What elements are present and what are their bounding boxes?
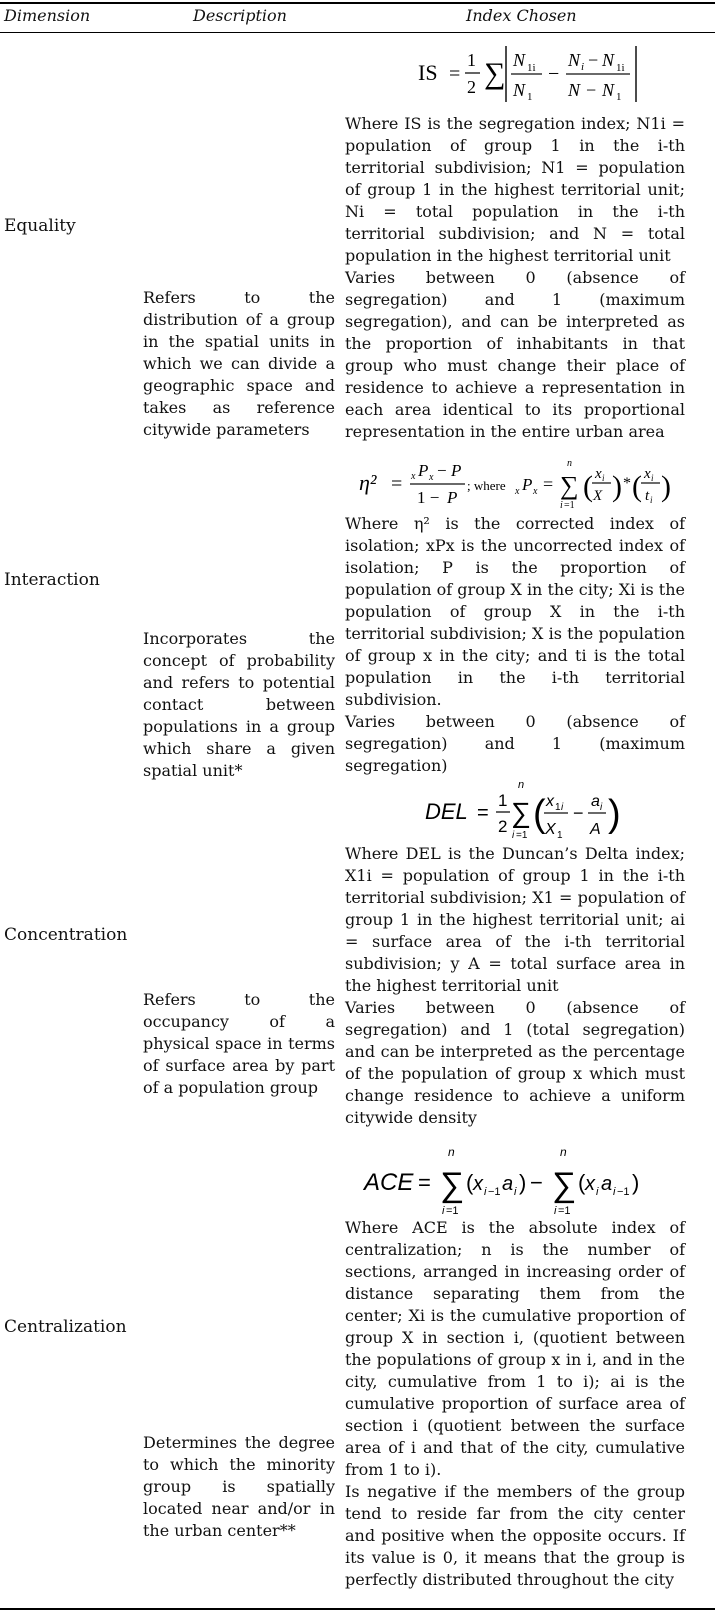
where-text: Where IS is the segregation index; N1i = population of group 1 in the i-th territorial subdivision; N1 = population of group 1 in the highest territorial unit; Ni = total population in the i-th territorial subdivision; and N = total population in the highest territorial unit: [345, 114, 685, 265]
svg-text:i: i: [650, 495, 653, 505]
svg-text:P: P: [418, 461, 429, 480]
svg-text:=1: =1: [558, 1205, 571, 1217]
svg-text:): ): [608, 793, 621, 835]
dimension-label: Interaction: [4, 570, 100, 590]
svg-text:−: −: [586, 80, 597, 100]
svg-text:a: a: [502, 1173, 514, 1195]
svg-text:=1: =1: [564, 500, 575, 511]
header-index-chosen: Index Chosen: [466, 6, 577, 25]
svg-text:t: t: [645, 488, 650, 504]
svg-text:i: i: [484, 1186, 487, 1198]
svg-text:X: X: [593, 488, 603, 504]
svg-text:(: (: [632, 470, 642, 503]
svg-text:x: x: [595, 466, 602, 482]
svg-text:2: 2: [498, 817, 508, 836]
svg-text:n: n: [560, 1145, 567, 1159]
dimension-label: Centralization: [4, 1317, 127, 1337]
svg-text:x: x: [515, 486, 520, 497]
svg-text:x: x: [429, 472, 434, 483]
formula-ace: [362, 1144, 682, 1225]
svg-text:P: P: [447, 488, 458, 507]
index-explanation: [345, 513, 685, 777]
index-explanation: [345, 843, 685, 1129]
svg-text:1: 1: [557, 830, 563, 841]
svg-text:=: =: [477, 802, 489, 824]
varies-text: Varies between 0 (absence of segregation) and 1 (total segregation) and can be interpreted as the percentage of the population of group x which must change residence to achieve a uniform citywide density: [345, 998, 685, 1127]
svg-text:i: i: [602, 473, 605, 483]
svg-text:P: P: [522, 475, 533, 494]
svg-text:1i: 1i: [527, 62, 536, 74]
svg-text:i: i: [651, 473, 654, 483]
svg-text:−1: −1: [617, 1186, 630, 1198]
svg-text:i: i: [560, 500, 563, 511]
svg-text:N: N: [568, 80, 581, 100]
svg-text:1i: 1i: [616, 62, 625, 74]
svg-text:1: 1: [555, 802, 561, 813]
description-text: Refers to the occupancy of a physical space in terms of surface area by part of a population group: [143, 990, 335, 1097]
header-rule: [0, 32, 715, 33]
description-text: Determines the degree to which the minority group is spatially located near and/or in the urban center**: [143, 1433, 335, 1540]
svg-text:1: 1: [527, 91, 533, 103]
dimension-label: Concentration: [4, 925, 128, 945]
svg-text:): ): [632, 1170, 640, 1195]
description-text: Incorporates the concept of probability and refers to potential contact between populations in a group which share a given spatial unit*: [143, 629, 335, 780]
svg-text:∑: ∑: [511, 797, 531, 828]
formula-isolation: [357, 452, 687, 517]
svg-text:i: i: [514, 1186, 517, 1198]
svg-text:1 −: 1 −: [417, 488, 440, 507]
svg-text:x: x: [473, 1173, 483, 1195]
svg-text:=1: =1: [516, 830, 528, 841]
header-description: Description: [193, 6, 287, 25]
formula-name: ACE: [364, 1169, 414, 1196]
svg-text:x: x: [644, 466, 651, 482]
svg-text:a: a: [591, 793, 600, 810]
svg-text:x: x: [585, 1173, 595, 1195]
svg-text:i: i: [613, 1186, 616, 1198]
svg-text:A: A: [590, 821, 601, 838]
svg-text:): ): [519, 1170, 527, 1195]
svg-text:−: −: [588, 50, 599, 70]
varies-text: Varies between 0 (absence of segregation) and 1 (maximum segregation): [345, 712, 685, 775]
svg-text:): ): [661, 470, 671, 503]
svg-text:(: (: [578, 1170, 586, 1195]
svg-text:∑: ∑: [560, 471, 579, 500]
svg-text:N: N: [602, 50, 615, 70]
index-explanation: [345, 1217, 685, 1591]
formula-name: η²: [359, 470, 377, 495]
svg-text:=: =: [391, 473, 403, 495]
svg-text:n: n: [448, 1145, 455, 1159]
svg-text:): ): [612, 470, 622, 503]
where-text: Where DEL is the Duncan’s Delta index; X1i = population of group 1 in the i-th territorial subdivision; X1 = population of group 1 in the highest territorial unit; ai = surface area of the i-th territorial subdivision; y A = total surface area in the highest territorial unit: [345, 844, 685, 995]
svg-text:i: i: [561, 802, 564, 813]
svg-text:(: (: [583, 470, 593, 503]
svg-text:∑: ∑: [440, 1166, 465, 1204]
svg-text:−: −: [548, 63, 560, 85]
formula-is: [416, 38, 646, 111]
formula-name: IS: [418, 60, 438, 85]
svg-text:i: i: [581, 61, 585, 73]
header-dimension: Dimension: [4, 6, 91, 25]
svg-text:x: x: [411, 471, 416, 482]
svg-text:1: 1: [498, 791, 508, 810]
svg-text:(: (: [466, 1170, 474, 1195]
svg-text:=: =: [449, 63, 461, 85]
svg-text:i: i: [600, 802, 603, 813]
index-explanation: [345, 113, 685, 443]
svg-text:=: =: [418, 1170, 431, 1195]
where-text: Where η² is the corrected index of isolation; xPx is the uncorrected index of isolation; P is the proportion of population of group X in the city; Xi is the population of group X in the i-th territorial subdivision; X is the population of group x in the city; and ti is the total population in the i-th territorial subdivision.: [345, 514, 685, 709]
svg-text:2: 2: [467, 77, 476, 97]
formula-del: [423, 776, 623, 851]
svg-text:N: N: [513, 50, 526, 70]
svg-text:x: x: [546, 793, 554, 810]
svg-text:−: −: [573, 803, 584, 823]
svg-text:(: (: [533, 793, 546, 835]
svg-text:−: −: [437, 461, 447, 480]
svg-text:x: x: [533, 486, 538, 497]
where-text: Where ACE is the absolute index of centralization; n is the number of sections, arranged in increasing order of distance separating them from the center; Xi is the cumulative proportion of group X in section i, (quotient between the populations of group x in i, and in the city, cumulative from 1 to i); ai is the cumulative proportion of surface area of section i (quotient between the surface area of i and that of the city, cumulative from 1 to i).: [345, 1218, 685, 1479]
varies-text: Varies between 0 (absence of segregation) and 1 (maximum segregation), and can be interpreted as the proportion of inhabitants in that group who must change their place of residence to achieve a representation in each area identical to its proportional representation in the entire urban area: [345, 268, 685, 441]
svg-text:n: n: [567, 458, 572, 469]
svg-text:n: n: [518, 779, 525, 791]
svg-text:∑: ∑: [552, 1166, 577, 1204]
svg-text:P: P: [451, 461, 462, 480]
svg-text:=: =: [543, 474, 554, 494]
svg-text:i: i: [596, 1186, 599, 1198]
bottom-rule: [0, 1608, 715, 1610]
svg-text:i: i: [512, 830, 515, 841]
svg-text:X: X: [545, 821, 556, 838]
svg-text:i: i: [442, 1205, 445, 1217]
top-rule: [0, 2, 715, 4]
svg-text:a: a: [601, 1173, 613, 1195]
dimension-label: Equality: [4, 216, 76, 236]
svg-text:−1: −1: [488, 1186, 501, 1198]
svg-text:N: N: [513, 80, 526, 100]
description-text: Refers to the distribution of a group in the spatial units in which we can divide a geographic space and takes as reference citywide parameters: [143, 288, 335, 439]
formula-name: DEL: [425, 799, 468, 824]
svg-text:1: 1: [616, 91, 622, 103]
svg-text:*: *: [623, 475, 631, 492]
svg-text:i: i: [554, 1205, 557, 1217]
svg-text:∑: ∑: [484, 57, 506, 90]
svg-text:; where: ; where: [467, 478, 506, 493]
svg-text:N: N: [602, 80, 615, 100]
svg-text:=1: =1: [446, 1205, 459, 1217]
svg-text:1: 1: [467, 50, 476, 70]
svg-text:N: N: [568, 50, 581, 70]
varies-text: Is negative if the members of the group tend to reside far from the city center and positive when the opposite occurs. If its value is 0, it means that the group is perfectly distributed throughout the city: [345, 1482, 685, 1589]
svg-text:−: −: [530, 1170, 543, 1195]
